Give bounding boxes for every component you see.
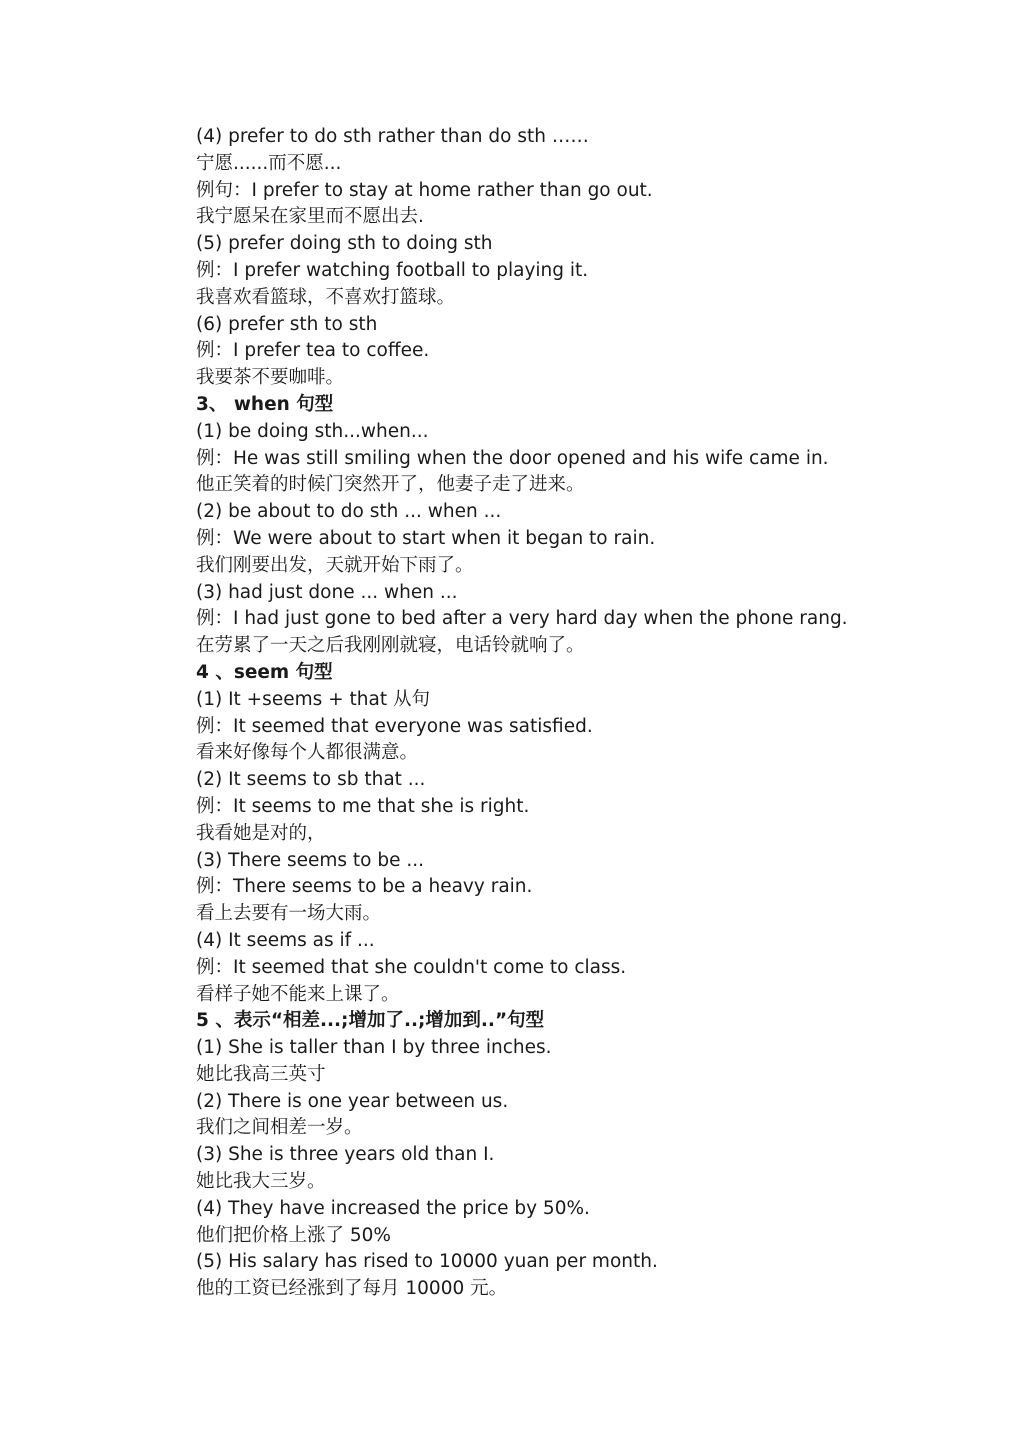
text-line: (4) They have increased the price by 50%. — [196, 1197, 590, 1219]
text-line: (5) His salary has rised to 10000 yuan per month. — [196, 1251, 658, 1273]
text-line: 我要茶不要咖啡。 — [196, 367, 345, 389]
text-line: 例：It seemed that everyone was satisfied. — [196, 715, 593, 737]
text-line: (4) It seems as if ... — [196, 929, 375, 951]
text-line: (3) There seems to be ... — [196, 849, 424, 871]
text-line: 看样子她不能来上课了。 — [196, 983, 400, 1005]
section-heading: 4 、seem 句型 — [196, 661, 333, 683]
text-line: 我宁愿呆在家里而不愿出去. — [196, 206, 424, 228]
document-page — [196, 124, 956, 1303]
text-line: 例：I prefer watching football to playing it. — [196, 259, 589, 281]
text-line: (6) prefer sth to sth — [196, 313, 378, 335]
section-heading: 3、 when 句型 — [196, 393, 334, 415]
text-line: 他的工资已经涨到了每月 10000 元。 — [196, 1278, 508, 1300]
text-line: (5) prefer doing sth to doing sth — [196, 233, 493, 255]
text-line: 例句：I prefer to stay at home rather than go out. — [196, 179, 653, 201]
text-line: 我看她是对的， — [196, 822, 326, 844]
text-line: (1) be doing sth...when... — [196, 420, 429, 442]
text-line: (1) She is taller than I by three inches. — [196, 1037, 552, 1059]
text-line: 宁愿......而不愿... — [196, 152, 342, 174]
text-line: (3) had just done ... when ... — [196, 581, 458, 603]
text-line: 例：He was still smiling when the door opened and his wife came in. — [196, 447, 829, 469]
text-line: (3) She is three years old than I. — [196, 1144, 495, 1166]
text-line: 看上去要有一场大雨。 — [196, 903, 382, 925]
text-line: 我们刚要出发，天就开始下雨了。 — [196, 554, 474, 576]
text-line: (2) It seems to sb that ... — [196, 769, 426, 791]
text-line: 例：It seemed that she couldn't come to class. — [196, 956, 627, 978]
text-line: 在劳累了一天之后我刚刚就寝，电话铃就响了。 — [196, 635, 585, 657]
text-line: 看来好像每个人都很满意。 — [196, 742, 419, 764]
text-line: 我喜欢看篮球，不喜欢打篮球。 — [196, 286, 456, 308]
text-line: 我们之间相差一岁。 — [196, 1117, 363, 1139]
text-line: 她比我大三岁。 — [196, 1171, 326, 1193]
text-line: 例：We were about to start when it began to rain. — [196, 527, 656, 549]
text-line: (1) It +seems + that 从句 — [196, 688, 430, 710]
text-line: 例：It seems to me that she is right. — [196, 795, 530, 817]
text-line: 他们把价格上涨了 50% — [196, 1224, 392, 1246]
text-line: 例：I had just gone to bed after a very hard day when the phone rang. — [196, 608, 848, 630]
text-line: (2) There is one year between us. — [196, 1090, 509, 1112]
text-line: (2) be about to do sth ... when ... — [196, 501, 502, 523]
text-line: 例：I prefer tea to coffee. — [196, 340, 430, 362]
text-line: (4) prefer to do sth rather than do sth …… — [196, 126, 589, 147]
section-heading: 5 、表示“相差...;增加了..;增加到..”句型 — [196, 1010, 545, 1032]
text-line: 她比我高三英寸 — [196, 1063, 326, 1085]
text-line: 他正笑着的时候门突然开了，他妻子走了进来。 — [196, 474, 585, 496]
text-line: 例：There seems to be a heavy rain. — [196, 876, 533, 898]
